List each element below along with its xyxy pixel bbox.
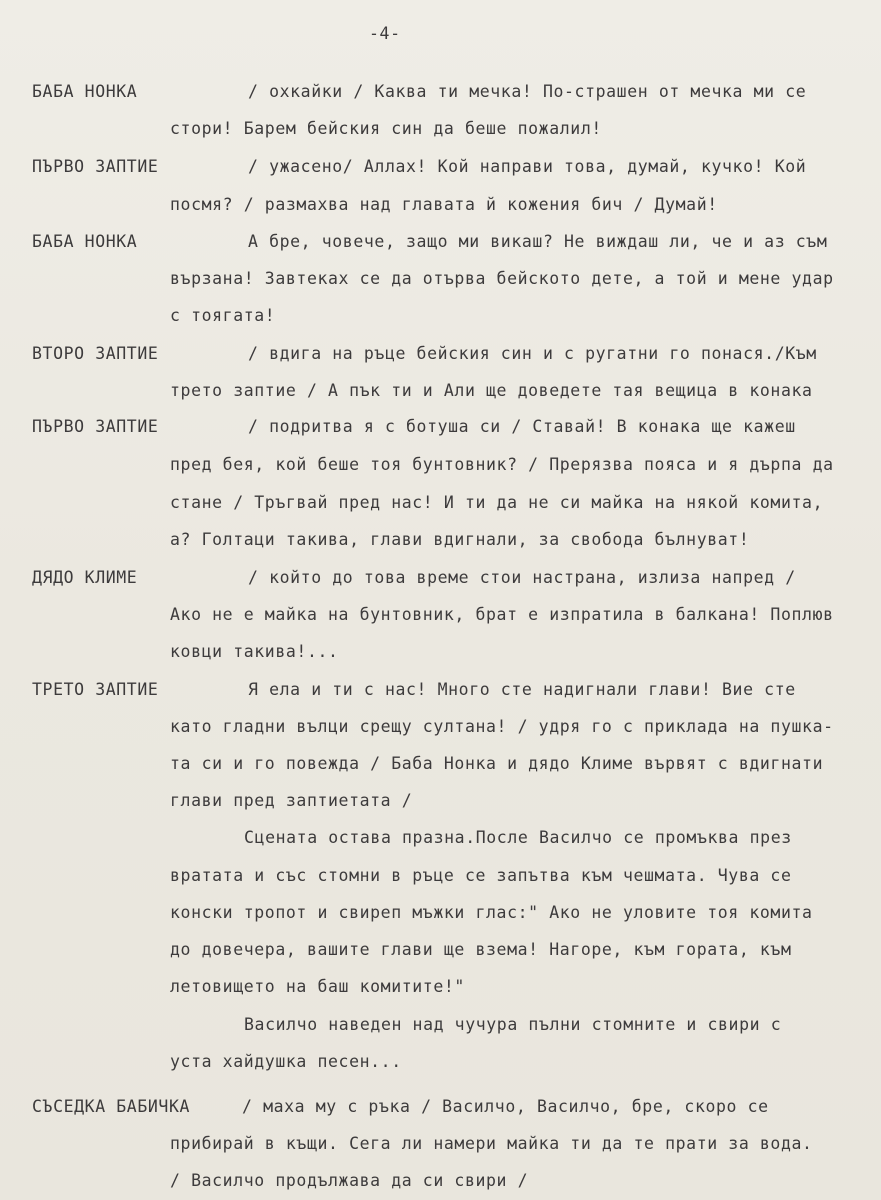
stage-direction-line: до довечера, вашите глави ще взема! Нагоре, към гората, към xyxy=(170,940,792,959)
speaker-name: ПЪРВО ЗАПТИЕ xyxy=(32,157,159,176)
speaker-name: СЪСЕДКА БАБИЧКА xyxy=(32,1097,191,1116)
speaker-name: БАБА НОНКА xyxy=(32,82,138,101)
dialogue-line: глави пред заптиетата / xyxy=(170,791,413,810)
dialogue-line: А бре, човече, защо ми викаш? Не виждаш ли, че и аз съм xyxy=(248,232,828,251)
speaker-name: ВТОРО ЗАПТИЕ xyxy=(32,344,159,363)
dialogue-line: пред бея, кой беше тоя бунтовник? / Прерязва пояса и я дърпа да xyxy=(170,455,834,474)
dialogue-line: вързана! Завтеках се да отървa бейското дете, а той и мене удар xyxy=(170,269,834,288)
speaker-name: БАБА НОНКА xyxy=(32,232,138,251)
dialogue-line: / охкайки / Каква ти мечка! По-страшен от мечка ми се xyxy=(248,82,807,101)
speaker-name: ТРЕТО ЗАПТИЕ xyxy=(32,680,159,699)
dialogue-line: та си и го повежда / Баба Нонка и дядо Климе вървят с вдигнати xyxy=(170,754,824,773)
stage-direction-line: летовището на баш комитите!" xyxy=(170,977,465,996)
dialogue-line: / който до това време стои настрана, излиза напред / xyxy=(248,568,796,587)
dialogue-line: / Василчо продължава да си свири / xyxy=(170,1171,529,1190)
dialogue-line: прибирай в къщи. Сега ли намери майка ти да те прати за вода. xyxy=(170,1134,813,1153)
stage-direction-line: уста хайдушка песен... xyxy=(170,1052,402,1071)
dialogue-line: трето заптие / А пък ти и Али ще доведете тая вещица в конака xyxy=(170,381,813,400)
dialogue-line: с тоягата! xyxy=(170,306,276,325)
stage-direction-line: вратата и със стомни в ръце се запътва към чешмата. Чува се xyxy=(170,866,792,885)
dialogue-line: Я ела и ти с нас! Много сте надигнали глави! Вие сте xyxy=(248,680,796,699)
dialogue-line: / вдига на ръце бейския син и с ругатни го понася./Към xyxy=(248,344,817,363)
stage-direction-line: конски тропот и свиреп мъжки глас:" Ако не уловите тоя комита xyxy=(170,903,813,922)
dialogue-line: стане / Тръгвай пред нас! И ти да не си майка на някой комита, xyxy=(170,493,824,512)
dialogue-line: а? Голтаци такива, глави вдигнали, за свобода бълнуват! xyxy=(170,530,750,549)
dialogue-line: ковци такива!... xyxy=(170,642,339,661)
speaker-name: ДЯДО КЛИМЕ xyxy=(32,568,138,587)
dialogue-line: Ако не е майка на бунтовник, брат е изпратила в балкана! Поплюв xyxy=(170,605,834,624)
page-number: -4- xyxy=(369,24,401,43)
stage-direction-line: Сцената остава празна.После Василчо се промъква през xyxy=(244,828,792,847)
speaker-name: ПЪРВО ЗАПТИЕ xyxy=(32,417,159,436)
dialogue-line: / ужасено/ Аллах! Кой направи това, думай, кучко! Кой xyxy=(248,157,807,176)
dialogue-line: посмя? / размахва над главата й кожения бич / Думай! xyxy=(170,195,718,214)
dialogue-line: стори! Барем бейския син да беше пожалил! xyxy=(170,119,602,138)
dialogue-line: / подритва я с ботуша си / Ставай! В конака ще кажеш xyxy=(248,417,796,436)
stage-direction-line: Василчо наведен над чучура пълни стомните и свири с xyxy=(244,1015,782,1034)
dialogue-line: като гладни вълци срещу султана! / удря го с приклада на пушка- xyxy=(170,717,834,736)
dialogue-line: / маха му с ръка / Василчо, Василчо, бре, скоро се xyxy=(242,1097,769,1116)
